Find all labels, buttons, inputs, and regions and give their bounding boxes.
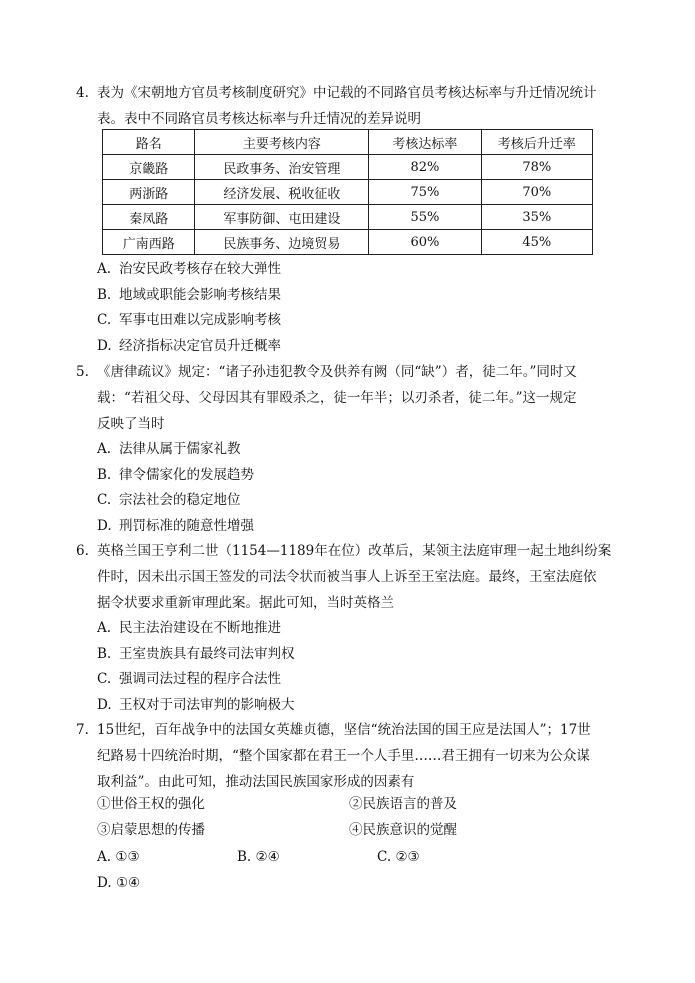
table-header-cell: 考核后升迁率 [481,130,592,155]
option-a[interactable] [76,437,636,463]
option-text: 经济指标决定官员升迁概率 [119,337,281,354]
statement-item: ②民族语言的普及 [349,796,457,812]
question-5-text-1: 《唐律疏议》规定：“诸子孙违犯教令及供养有阙（同“缺”）者，徒二年。”同时又 [97,364,577,380]
option-a[interactable] [97,844,237,870]
table-cell: 秦凤路 [103,205,195,230]
option-d[interactable] [76,514,636,540]
option-label: D. [97,696,112,713]
option-d[interactable] [97,870,157,896]
option-text: 强调司法过程的程序合法性 [119,671,281,687]
option-label: B. [237,849,252,865]
table-cell: 45% [481,230,592,255]
option-label: A. [97,620,112,636]
option-d[interactable] [76,334,636,360]
option-d[interactable] [76,693,636,719]
option-a[interactable] [76,257,636,283]
table-cell: 军事防御、屯田建设 [195,205,369,230]
question-4-number: 4. [76,85,89,101]
option-text: 律令儒家化的发展趋势 [119,466,254,483]
option-label: A. [97,261,112,277]
option-c[interactable] [76,308,636,334]
option-text: 刑罚标准的随意性增强 [119,517,254,534]
option-label: D. [97,517,112,534]
question-6 [76,538,636,718]
option-label: A. [97,849,112,865]
option-text: 王权对于司法审判的影响极大 [119,696,295,713]
table-row [103,230,593,255]
statement-item: ③启蒙思想的传播 [97,822,205,838]
option-text: ②③ [395,849,420,865]
question-4-stem-line-1 [76,80,636,106]
question-6-stem-line-1 [76,538,636,564]
table-header-cell: 路名 [103,130,195,155]
question-7-options [97,844,567,891]
question-6-text-1: 英格兰国王亨利二世（1154—1189年在位）改革后，某领主法庭审理一起土地纠纷案 [97,543,612,559]
option-label: C. [377,849,392,865]
question-5-stem-line-3: 反映了当时 [97,416,165,432]
table-row [103,180,593,205]
table-cell: 京畿路 [103,155,195,180]
option-b[interactable] [76,283,636,309]
table-cell: 两浙路 [103,180,195,205]
question-7-stem-line-2: 纪路易十四统治时期，“整个国家都在君王一个人手里……君王拥有一切来为公众谋 [97,748,590,764]
option-text: ①③ [115,849,140,865]
option-label: C. [97,312,112,328]
table-cell: 75% [369,180,481,205]
option-text: 军事屯田难以完成影响考核 [119,312,281,328]
table-cell: 35% [481,205,592,230]
option-label: C. [97,671,112,687]
table-cell: 民族事务、边境贸易 [195,230,369,255]
question-5 [76,359,636,539]
question-4-options [76,257,636,359]
question-6-number: 6. [76,543,89,559]
option-text: 地域或职能会影响考核结果 [119,286,281,303]
table-cell: 广南西路 [103,230,195,255]
question-7-stem-line-3: 取利益”。由此可知，推动法国民族国家形成的因素有 [97,774,415,790]
table-cell: 82% [369,155,481,180]
table-cell: 70% [481,180,592,205]
question-7-stem-line-1 [76,717,636,743]
question-5-number: 5. [76,364,89,380]
table-cell: 55% [369,205,481,230]
question-6-stem-line-2: 件时，因未出示国王签发的司法令状而被当事人上诉至王室法庭。最终，王室法庭依 [97,569,597,585]
option-text: 法律从属于儒家礼教 [119,441,241,457]
statement-item: ①世俗王权的强化 [97,796,205,812]
table-cell: 民政事务、治安管理 [195,155,369,180]
option-text: 王室贵族具有最终司法审判权 [119,645,295,662]
statement-item: ④民族意识的觉醒 [349,822,457,838]
option-label: D. [97,337,112,354]
option-a[interactable] [76,616,636,642]
table-header-cell: 主要考核内容 [195,130,369,155]
question-4-text-1: 表为《宋朝地方官员考核制度研究》中记载的不同路官员考核达标率与升迁情况统计 [97,85,597,101]
option-label: A. [97,441,112,457]
option-b[interactable] [237,844,377,870]
option-b[interactable] [76,463,636,489]
option-text: 民主法治建设在不断地推进 [119,620,281,636]
option-label: B. [97,645,112,662]
question-4-stem-line-2: 表。表中不同路官员考核达标率与升迁情况的差异说明 [97,111,421,127]
option-b[interactable] [76,642,636,668]
question-7-statements [97,791,567,843]
table-cell: 60% [369,230,481,255]
question-5-stem-line-2: 载：“若祖父母、父母因其有罪殴杀之，徒一年半；以刃杀者，徒二年。”这一规定 [97,390,577,406]
question-4 [76,80,636,132]
question-7 [76,717,636,795]
option-label: B. [97,286,112,303]
question-7-number: 7. [76,722,89,738]
option-c[interactable] [377,844,517,870]
option-c[interactable] [76,488,636,514]
option-label: D. [97,875,112,891]
option-text: ②④ [255,849,280,865]
data-table [102,129,593,255]
option-text: 宗法社会的稳定地位 [119,492,241,508]
option-c[interactable] [76,667,636,693]
option-text: 治安民政考核存在较大弹性 [119,261,281,277]
question-7-text-1: 15世纪，百年战争中的法国女英雄贞德，坚信“统治法国的国王应是法国人”；17世 [97,722,591,738]
option-text: ①④ [115,875,141,891]
table-cell: 78% [481,155,592,180]
option-label: C. [97,492,112,508]
question-5-stem-line-1 [76,359,636,385]
question-6-stem-line-3: 据令状要求重新审理此案。据此可知，当时英格兰 [97,595,394,611]
option-label: B. [97,466,112,483]
table-header-row [103,130,593,155]
table-row [103,155,593,180]
table-row [103,205,593,230]
table-header-cell: 考核达标率 [369,130,481,155]
table-cell: 经济发展、税收征收 [195,180,369,205]
